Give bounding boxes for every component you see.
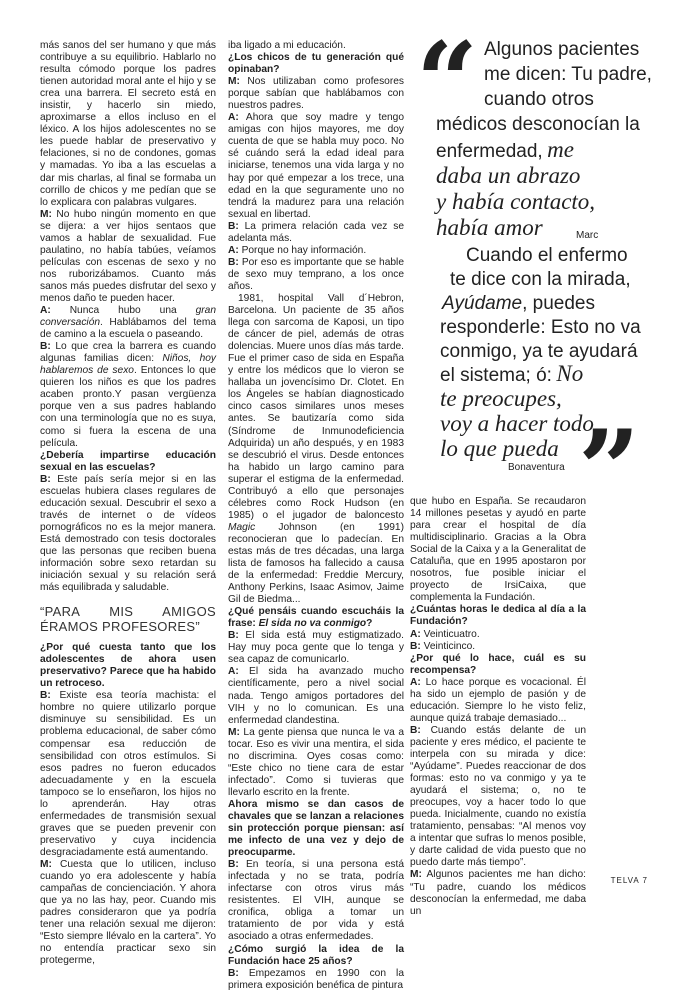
magazine-name: TELVA <box>610 876 640 885</box>
speaker-label: M: <box>40 859 52 870</box>
paragraph: iba ligado a mi educación. <box>228 40 346 51</box>
quote-line: cuando otros <box>484 89 594 110</box>
paragraph <box>40 474 216 594</box>
question-text: ¿Qué pensáis cuando escucháis la frase: <box>228 606 404 630</box>
question-text: ¿Cómo surgió la idea de la Fundación hace 25 años? <box>228 943 404 967</box>
quote-line: Cuando el enfermo <box>466 245 628 266</box>
speaker-label: A: <box>228 112 239 124</box>
quote-line: te preocupes, <box>440 386 562 411</box>
quote-text: enfermedad, <box>436 141 543 162</box>
quote-line: daba un abrazo <box>436 163 581 188</box>
speaker-label: A: <box>40 305 51 317</box>
paragraph <box>410 641 586 653</box>
speaker-label: M: <box>228 76 240 88</box>
paragraph <box>410 629 586 641</box>
paragraph <box>40 859 216 967</box>
paragraph <box>410 725 586 870</box>
quote-line: responderle: Esto no va <box>440 317 641 338</box>
paragraph <box>228 76 404 112</box>
quote-line: te dice con la mirada, <box>450 269 631 290</box>
answer-text: Algunos pacientes me han dicho: “Tu padre, cuando los médicos desconocían la enfermedad, me daba un <box>410 869 586 917</box>
answer-text: En teoría, si una persona está infectada y no se trata, podría infectarse con otros virus más resistentes. El VIH, aunque se cronifica, obliga a tomar un tratamiento de por vida y está asociado a otras enfermedades. <box>228 859 404 943</box>
quote-serif-text: No <box>556 361 584 386</box>
quote-line: médicos desconocían la <box>436 114 640 135</box>
paragraph <box>228 968 404 992</box>
section-subheading: “PARA MIS AMIGOS ÉRAMOS PROFESORES” <box>40 604 216 635</box>
question-text: Ahora mismo se dan casos de chavales que se lanzan a relaciones sin protección porque piensan: así me infecto de una vez y dejo de preocuparme. <box>228 798 404 859</box>
paragraph <box>228 221 404 245</box>
paragraph <box>228 293 404 606</box>
speaker-label: A: <box>228 244 239 256</box>
quote-emphasis: Ayúdame <box>442 293 523 314</box>
paragraph <box>228 859 404 943</box>
page-number: 7 <box>642 876 648 885</box>
emphasis-text: Magic <box>228 521 256 533</box>
paragraph <box>40 341 216 449</box>
paragraph <box>228 727 404 799</box>
page-footer <box>611 876 648 885</box>
answer-text: El sida está muy estigmatizado. Hay muy poca gente que lo tenga y sea capaz de comunicarlo. <box>228 630 404 666</box>
quote-author: Bonaventura <box>508 462 565 473</box>
emphasis-text: Niños, hoy hablaremos de sexo <box>40 353 216 377</box>
paragraph <box>410 677 586 725</box>
article-column-2 <box>228 40 404 992</box>
paragraph <box>228 630 404 666</box>
question-text: ¿Los chicos de tu generación qué opinaban? <box>228 52 404 76</box>
close-quote-mark: ” <box>578 407 641 533</box>
emphasis-text: gran conversación <box>40 305 216 329</box>
speaker-label: M: <box>40 208 52 220</box>
quote-line <box>440 362 583 388</box>
interview-question <box>40 450 216 474</box>
speaker-label: A: <box>228 666 239 678</box>
speaker-label: B: <box>228 630 239 642</box>
paragraph: que hubo en España. Se recaudaron 14 millones pesetas y ayudó en parte para crear el hospital de día multidisciplinario. Gracias a la Obra Social de la Caixa y a la Generalitat de Cataluña, que en 1995 apostaron por nosotros, fue posible iniciar el proyecto de IrsiCaixa, que complementa la Fundación. <box>410 496 586 604</box>
emphasis-text: El sida no va conmigo <box>258 618 367 630</box>
quote-text: el sistema; ó: <box>440 365 552 386</box>
answer-text: Cuesta que lo utilicen, incluso cuando yo era adolescente y había campañas de concienciación. Y ahora que ya no las hay, peor. Cuando mis padres consideraron que ya podría tener una relación sexual me dijeron: “Esto siempre llévalo en la cartera”. Yo no entendía practicar sexo sin protegerme, <box>40 859 216 967</box>
question-text: ¿Por qué cuesta tanto que los adolescentes de ahora usen preservativo? Parece que ha habido un retroceso. <box>40 642 216 690</box>
speaker-label: B: <box>228 859 239 871</box>
open-quote-mark: “ <box>416 19 479 145</box>
speaker-label: A: <box>410 628 421 640</box>
quote-line: me dicen: Tu padre, <box>484 64 652 85</box>
speaker-label: B: <box>40 341 51 353</box>
speaker-label: B: <box>40 473 51 485</box>
answer-text: . Entonces lo que quieren los niños es que los padres acaben pronto.Y pasan vergüenza porque ven a sus padres hablando con una terminología que no es suya, como si fuera la escena de una película. <box>40 365 216 449</box>
answer-text: La primera relación cada vez se adelanta más. <box>228 220 404 244</box>
answer-text: Porque no hay información. <box>241 244 367 256</box>
quote-line: Algunos pacientes <box>484 39 640 60</box>
answer-text: Veinticuatro. <box>423 628 480 640</box>
paragraph <box>228 666 404 726</box>
speaker-label: B: <box>228 220 239 232</box>
paragraph <box>40 209 216 305</box>
answer-text: Existe esa teoría machista: el hombre no quiere utilizarlo porque disminuye su sensibilidad. Es un problema educacional, de saber cómo compensar esa reducción de sensibilidad con otros estímulos. Si esos padres no fueron educados adecuadamente y en la escuela tampoco se lo enseñaron, los hijos no lo aprenderán. Hay otras enfermedades de transmisión sexual graves que se pueden prevenir con preservativo y cuya incidencia desgraciadamente está aumentando. <box>40 690 216 858</box>
speaker-label: B: <box>40 690 51 702</box>
quote-serif-text: me <box>547 137 574 162</box>
answer-text: No hubo ningún momento en que se dijera: a ver hijos sentaos que vamos a hablar de sexualidad. Fue paulatino, no había tabúes, veíamos películas con escenas de sexo y no nos ruborizábamos. Cuanto más sanos más puedes disfrutar del sexo y menos daño te pueden hacer. <box>40 208 216 304</box>
quote-line: voy a hacer todo <box>440 411 594 436</box>
article-column-3 <box>410 496 586 918</box>
quote-author: Marc <box>576 230 599 241</box>
paragraph <box>228 245 404 257</box>
paragraph <box>40 305 216 341</box>
pull-quote-marc <box>412 19 652 259</box>
article-column-1 <box>40 40 216 967</box>
body-text: Johnson (en 1991) reconocieran que lo padecían. En estas más de tres décadas, una larga lista de famosos ha fallecido a causa de la enfermedad: Freddie Mercury, Anthony Perkins, Isaac Asimov, Jaime Gil de Biedma... <box>228 521 404 606</box>
question-text: ? <box>366 618 373 630</box>
speaker-label: B: <box>410 724 421 736</box>
answer-text: Veinticinco. <box>423 640 476 652</box>
speaker-label: B: <box>228 256 239 268</box>
answer-text: Empezamos en 1990 con la primera exposición benéfica de pintura <box>228 967 404 991</box>
answer-text: El sida ha avanzado mucho científicamente, pero a nivel social nada. Tengo amigos portadores del VIH y no lo comunican. Es una enfermedad clandestina. <box>228 666 404 726</box>
paragraph <box>228 257 404 293</box>
answer-text: Ahora que soy madre y tengo amigas con hijos mayores, me doy cuenta de que se habla muy poco. No sé cuándo será la edad ideal para iniciarse, tenemos una vida larga y no hay por qué empezar a los trece, una edad en la que seguramente uno no tendrá la madurez para una relación sexual en libertad. <box>228 112 404 220</box>
interview-question <box>228 52 404 76</box>
answer-text: . Hablábamos del tema de camino a la escuela o paseando. <box>40 317 216 341</box>
answer-text: Nos utilizaban como profesores porque sabían que hablábamos con nuestros padres. <box>228 76 404 112</box>
answer-text: Por eso es importante que se hable de sexo muy temprano, a los once años. <box>228 256 404 292</box>
quote-line: y había contacto, <box>436 189 596 214</box>
speaker-label: B: <box>228 967 239 979</box>
interview-question <box>228 606 404 630</box>
quote-line: lo que pueda <box>440 436 559 461</box>
quote-text: , puedes <box>522 293 596 314</box>
answer-text: Cuando estás delante de un paciente y eres médico, el paciente te interpela con su mirada y dice: “Ayúdame”. Puedes reaccionar de dos formas: esto no va conmigo y ya te ayudará el sistema; o, no te preocupes, voy a hacer todo lo que pueda. Inicialmente, cuando no existía tratamiento, pensabas: “Al menos voy a intentar que sufras lo menos posible, y darte calidad de vida puesto que no puedo darte más tiempo”. <box>410 724 586 869</box>
answer-text: Nunca hubo una <box>69 305 177 317</box>
quote-line: había amor <box>436 215 543 240</box>
body-text: 1981, hospital Vall d´Hebron, Barcelona. Un paciente de 35 años llega con sarcoma de Kaposi, un tipo de cáncer de piel, además de otras dolencias. Muere unos días más tarde. Fue el primer caso de sida en España y entre los médicos que lo vieron se hallaba un jovencísimo Dr. Clotet. En los Ángeles se habían diagnosticado cinco casos similares unos meses antes. Se bautizaría como sida (Síndrome de Inmunodeficiencia Adquirida) un año después, y en 1983 se descubrió el virus. Desde entonces ha habido un largo camino para superar el estigma de la enfermedad. Contribuyó a ello que personajes célebres como Rock Hudson (en 1985) o el jugador de baloncesto <box>228 292 404 521</box>
pull-quote-bonaventura <box>428 240 664 533</box>
interview-question <box>228 799 404 859</box>
paragraph <box>410 869 586 917</box>
question-text: ¿Por qué lo hace, cuál es su recompensa? <box>410 652 586 676</box>
answer-text: Lo hace porque es vocacional. Él ha sido un ejemplo de pasión y de educación. Siempre lo he visto feliz, aunque quizá trabaje demasiado... <box>410 676 586 724</box>
interview-question <box>410 604 586 628</box>
paragraph <box>40 690 216 859</box>
quote-line <box>436 138 574 164</box>
answer-text: Este país sería mejor si en las escuelas hubiera clases regulares de educación sexual. Descubrir el sexo a través de internet o de vídeos pornográficos no es la mejor manera. Está demostrado con tesis doctorales que las personas que reciben buena información sobre sexo retardan su iniciación sexual y su relación será más equilibrada y saludable. <box>40 473 216 594</box>
interview-question <box>228 944 404 968</box>
speaker-label: M: <box>228 726 240 738</box>
paragraph: más sanos del ser humano y que más contribuye a su equilibrio. Hablarlo no resulta cómodo porque los padres tienen autoridad moral ante el hijo y se crea una barrera. El secreto está en insistir, y hacerlo sin miedo, aproximarse a ellos incluso en el léxico. A los hijos adolescentes no se les puede hablar de preservativo y felaciones, si no de condones, gomas y mamadas. Yo iba a las escuelas a dar mis charlas, al final se formaba un corrillo de chicos y me pedían que se lo explicara con palabras vulgares. <box>40 40 216 208</box>
answer-text: La gente piensa que nunca le va a tocar. Eso es vivir una mentira, el sida no discrimina. Oyes cosas como: “Este chico no tiene cara de estar infectado”. Como si tuvieras que llevarlo escrito en la frente. <box>228 726 404 798</box>
question-text: ¿Cuántas horas le dedica al día a la Fundación? <box>410 604 586 628</box>
answer-text: Lo que crea la barrera es cuando algunas familias dicen: <box>40 341 216 365</box>
question-text: ¿Debería impartirse educación sexual en las escuelas? <box>40 449 216 473</box>
speaker-label: M: <box>410 869 422 881</box>
speaker-label: B: <box>410 640 421 652</box>
quote-line <box>442 292 595 316</box>
interview-question <box>410 653 586 677</box>
quote-line: conmigo, ya te ayudará <box>440 341 638 362</box>
speaker-label: A: <box>410 676 421 688</box>
interview-question <box>40 642 216 690</box>
paragraph <box>228 112 404 220</box>
